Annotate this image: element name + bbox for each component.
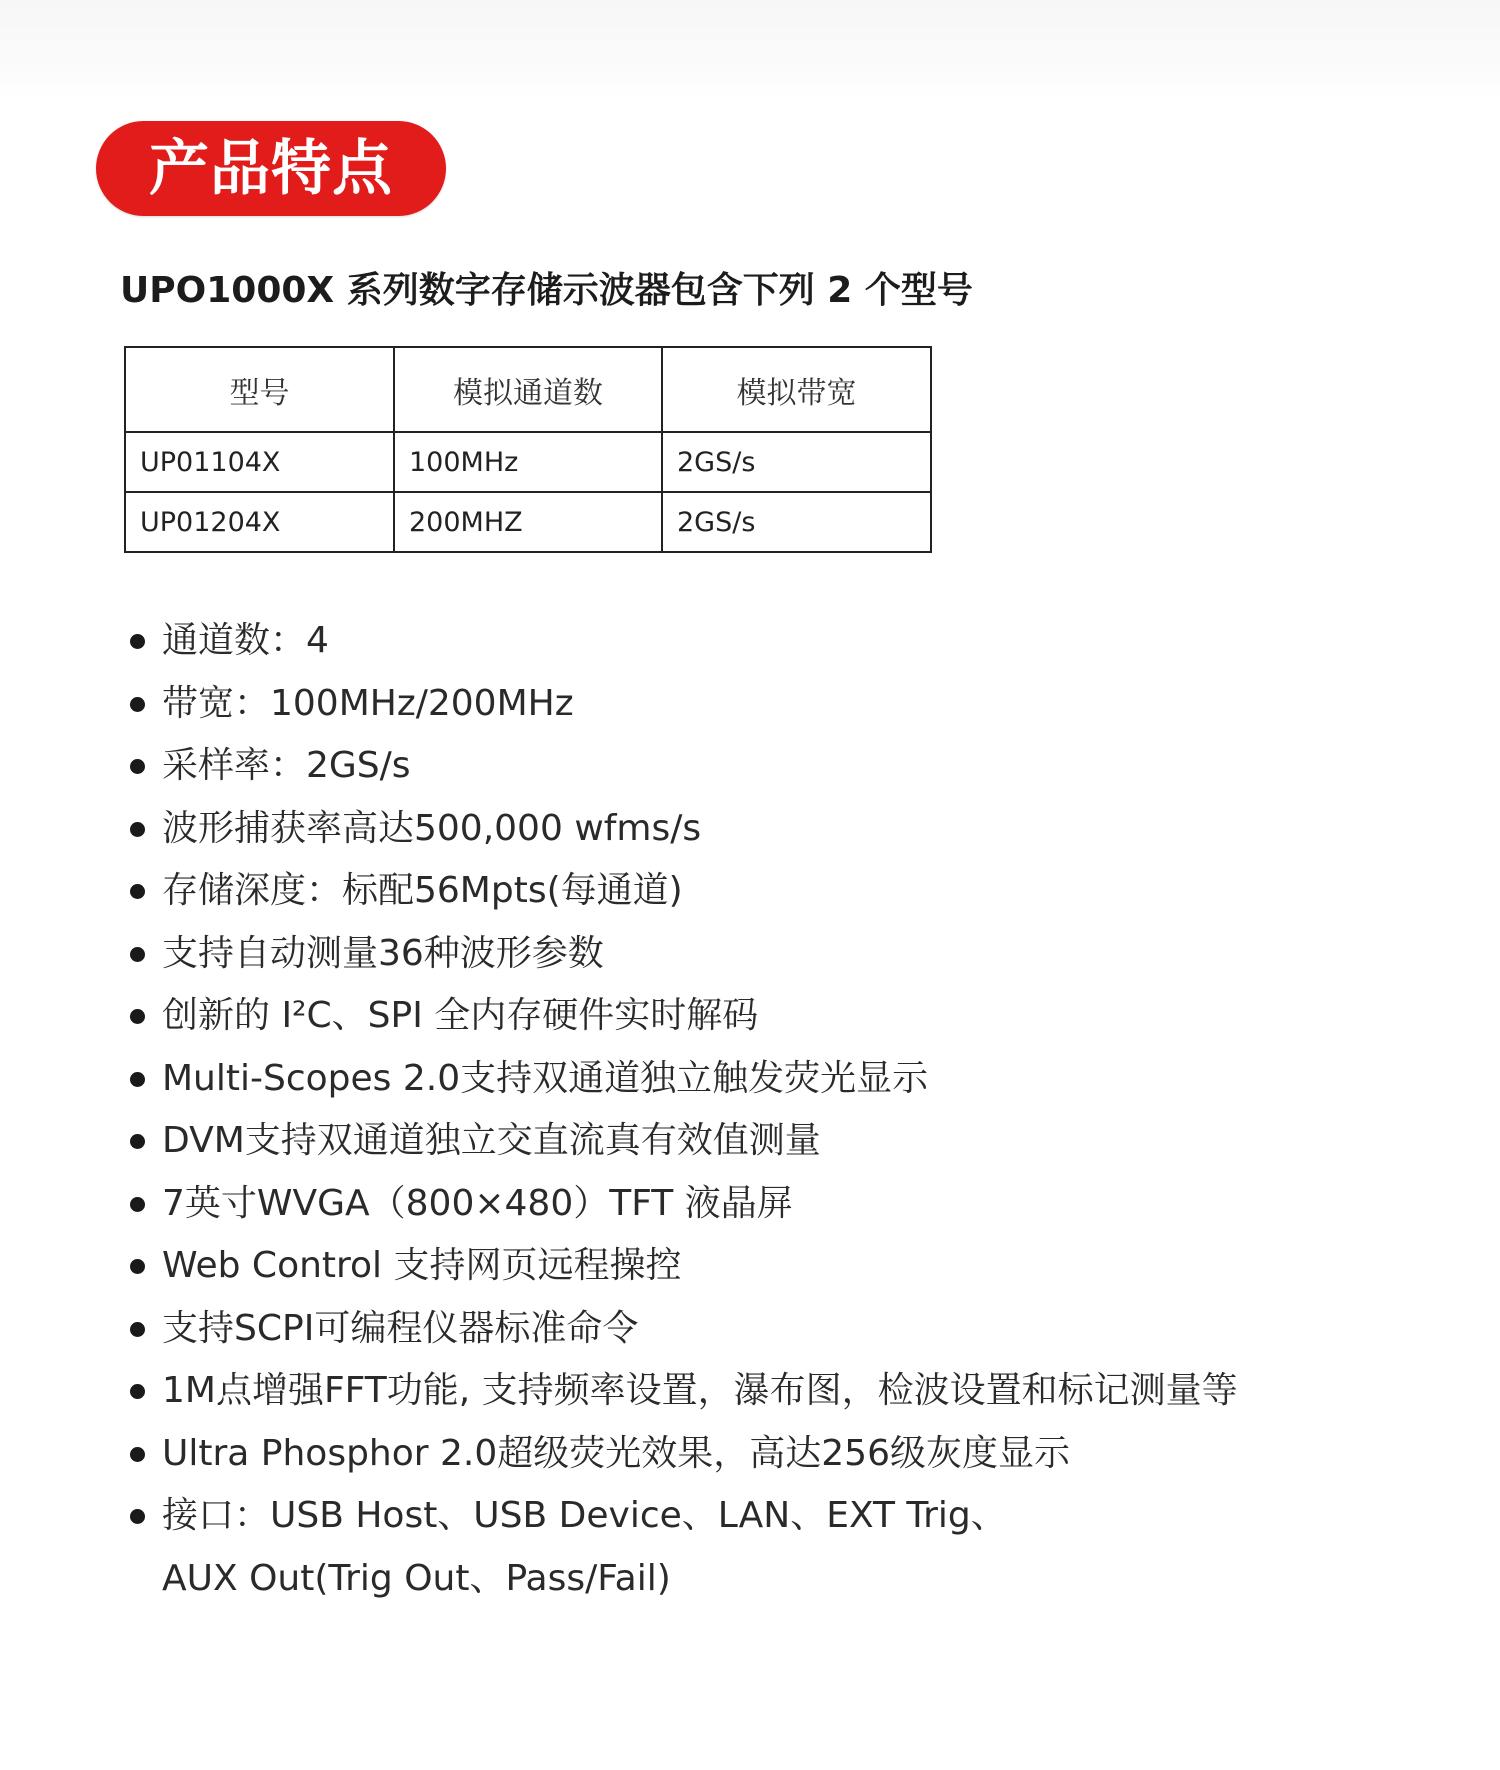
bullet-icon	[130, 634, 145, 649]
bullet-icon	[130, 697, 145, 712]
list-item	[128, 798, 1468, 861]
list-item	[128, 860, 1468, 923]
feature-text: 1M点增强FFT功能, 支持频率设置，瀑布图，检波设置和标记测量等	[162, 1370, 1238, 1411]
bullet-icon	[130, 1322, 145, 1337]
section-title-badge	[96, 121, 446, 216]
feature-text: Ultra Phosphor 2.0超级荧光效果，高达256级灰度显示	[162, 1432, 1070, 1474]
list-item	[128, 1485, 1468, 1610]
table-row	[125, 432, 931, 492]
list-item	[128, 735, 1468, 798]
list-item	[128, 1048, 1468, 1111]
table-cell: UP01204X	[125, 492, 394, 552]
bullet-icon	[130, 1197, 145, 1212]
feature-text: 7英寸WVGA（800×480）TFT 液晶屏	[162, 1182, 793, 1224]
table-cell: 2GS/s	[662, 492, 931, 552]
bullet-icon	[130, 1259, 145, 1274]
header-bandwidth: 模拟带宽	[662, 347, 931, 432]
feature-text-continued: AUX Out(Trig Out、Pass/Fail)	[162, 1557, 671, 1599]
feature-text: Multi-Scopes 2.0支持双通道独立触发荧光显示	[162, 1057, 929, 1099]
list-item	[128, 923, 1468, 986]
header-channels: 模拟通道数	[394, 347, 662, 432]
feature-list	[128, 610, 1468, 1610]
table-cell: UP01104X	[125, 432, 394, 492]
bullet-icon	[130, 884, 145, 899]
feature-text: 采样率：2GS/s	[162, 745, 411, 786]
feature-text: 创新的 I²C、SPI 全内存硬件实时解码	[162, 995, 759, 1036]
feature-text: 波形捕获率高达500,000 wfms/s	[162, 807, 702, 849]
section-title: 产品特点	[149, 133, 393, 204]
table-cell: 200MHZ	[394, 492, 662, 552]
bullet-icon	[130, 822, 145, 837]
bullet-icon	[130, 1447, 145, 1462]
feature-text: DVM支持双通道独立交直流真有效值测量	[162, 1120, 821, 1161]
model-table	[124, 346, 932, 553]
list-item	[128, 985, 1468, 1048]
list-item	[128, 1423, 1468, 1486]
feature-text: 存储深度：标配56Mpts(每通道)	[162, 870, 683, 911]
top-banner-band	[0, 0, 1500, 98]
feature-text: 通道数：4	[162, 620, 329, 661]
bullet-icon	[130, 1384, 145, 1399]
feature-text: Web Control 支持网页远程操控	[162, 1245, 682, 1286]
bullet-icon	[130, 759, 145, 774]
list-item	[128, 1173, 1468, 1236]
bullet-icon	[130, 1134, 145, 1149]
table-header-row	[125, 347, 931, 432]
list-item	[128, 1360, 1468, 1423]
list-item	[128, 1298, 1468, 1361]
table-row	[125, 492, 931, 552]
bullet-icon	[130, 1509, 145, 1524]
table-cell: 2GS/s	[662, 432, 931, 492]
header-model: 型号	[125, 347, 394, 432]
feature-text: 带宽：100MHz/200MHz	[162, 682, 574, 724]
feature-text: 支持自动测量36种波形参数	[162, 932, 604, 974]
series-subtitle: UPO1000X 系列数字存储示波器包含下列 2 个型号	[120, 270, 973, 311]
bullet-icon	[130, 1072, 145, 1087]
list-item	[128, 610, 1468, 673]
list-item	[128, 1110, 1468, 1173]
table-cell: 100MHz	[394, 432, 662, 492]
bullet-icon	[130, 1009, 145, 1024]
list-item	[128, 1235, 1468, 1298]
list-item	[128, 673, 1468, 736]
feature-text: 支持SCPI可编程仪器标准命令	[162, 1307, 639, 1349]
feature-text: 接口：USB Host、USB Device、LAN、EXT Trig、	[162, 1495, 1007, 1536]
bullet-icon	[130, 947, 145, 962]
